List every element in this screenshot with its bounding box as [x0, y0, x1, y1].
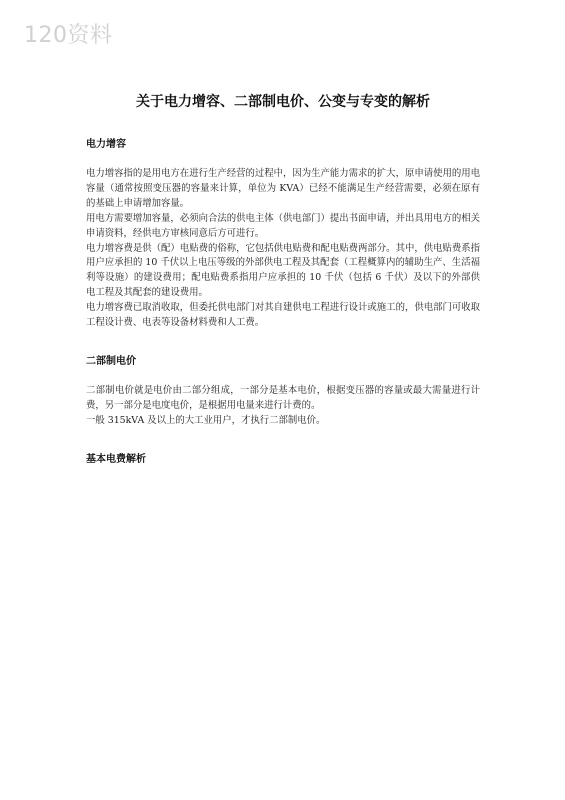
- watermark-logo: 120资料: [24, 23, 113, 48]
- paragraph: 电力增容指的是用电方在进行生产经营的过程中，因为生产能力需求的扩大，原申请使用的用电容量（通常按照变压器的容量来计算，单位为 KVA）已经不能满足生产经营需要，必须在原有的基础上申请增加容量。: [86, 168, 480, 209]
- section-heading: 电力增容: [86, 139, 126, 150]
- document-page: [86, 92, 480, 491]
- section-heading: 基本电费解析: [86, 453, 146, 465]
- paragraph: 二部制电价就是电价由二部分组成，一部分是基本电价，根据变压器的容量或最大需量进行计费，另一部分是电度电价，是根据用电量来进行计费的。: [86, 384, 480, 411]
- section-basic-fee: [86, 453, 480, 467]
- paragraph: 一般 315kVA 及以上的大工业用户，才执行二部制电价。: [86, 414, 326, 426]
- paragraph: 电力增容费是供（配）电贴费的俗称，它包括供电贴费和配电贴费两部分。其中，供电贴费系指用户应承担的 10 千伏以上电压等级的外部供电工程及其配套（工程概算内的辅助生产、生活福利等设施）的建设费用；配电贴费系指用户应承担的 10 千伏（包括 6 千伏）及以下的外部供电工程及其配套的建设费用。: [86, 242, 480, 299]
- section-heading: 二部制电价: [86, 355, 136, 367]
- section-power-capacity: [86, 138, 480, 331]
- paragraph: 电力增容费已取消收取，但委托供电部门对其自建供电工程进行设计或施工的，供电部门可收取工程设计费、电表等设备材料费和人工费。: [86, 302, 480, 329]
- section-two-part-tariff: [86, 355, 480, 429]
- paragraph: 用电方需要增加容量，必须向合法的供电主体（供电部门）提出书面申请，并出具用电方的相关申请资料，经供电方审核同意后方可进行。: [86, 212, 480, 239]
- page-title: 关于电力增容、二部制电价、公变与专变的解析: [136, 94, 430, 110]
